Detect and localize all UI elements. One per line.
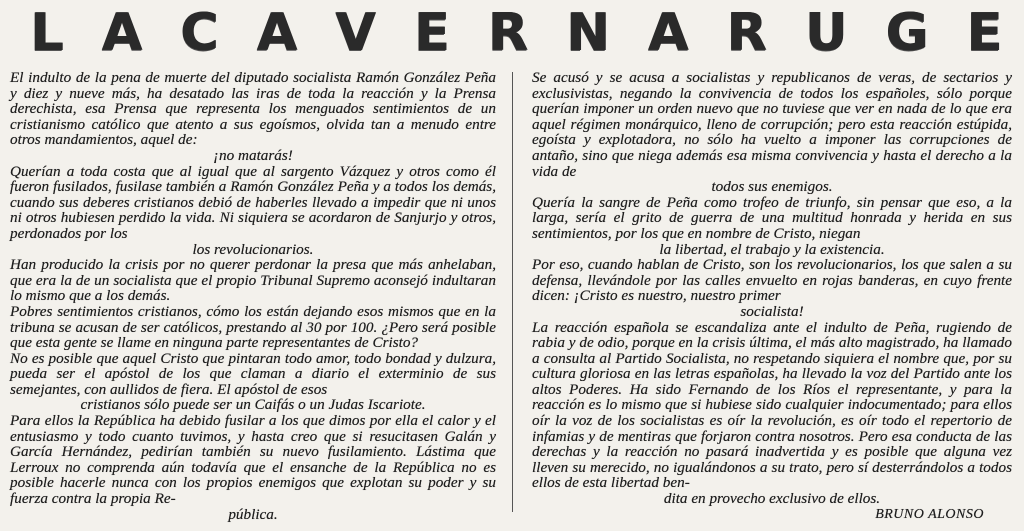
right-column <box>532 70 1012 522</box>
paragraph: Han producido la crisis por no querer perdonar la presa que más anhelaban, que era la de un socialista que el propio Tribunal Supremo aconsejó indultaran lo mismo que a los demás. <box>10 256 496 305</box>
author-signature: BRUNO ALONSO <box>875 506 984 522</box>
paragraph: pública. <box>228 505 278 523</box>
left-column <box>10 70 496 522</box>
paragraph: la libertad, el trabajo y la existencia. <box>659 240 885 258</box>
headline-letter: E <box>413 3 450 63</box>
paragraph: dita en provecho exclusivo de ellos. <box>663 490 881 508</box>
paragraph: socialista! <box>740 302 804 320</box>
headline-letter: U <box>804 3 847 63</box>
paragraph: Querían a toda costa que al igual que al sargento Vázquez y otros como él fueron fusilados, fusilase también a Ramón González Peña y a todos los demás, cuando sus deberes cristianos debió de haberles llevado a impedir que ni unos ni otros hubiesen perdido la vida. Ni siquiera se acordaron de Sanjurjo y otros, perdonados por los <box>10 162 496 242</box>
headline-letter: R <box>487 3 528 63</box>
headline-letter: L <box>30 3 64 63</box>
headline-letter: V <box>335 3 376 63</box>
paragraph: Para ellos la República ha debido fusilar a los que dimos por ella el calor y el entusiasmo y todo cuanto tuvimos, y hasta creo que si resucitasen Galán y García Hernández, pedirían también su nuevo fusilamiento. Lástima que Lerroux no comprenda aún todavía que el ensanche de la República no es posible hacerle nunca con los propios enemigos que explotan su poder y su fuerza contra la propia Re- <box>10 412 496 508</box>
headline-letter: C <box>180 3 219 63</box>
paragraph: El indulto de la pena de muerte del diputado socialista Ramón González Peña y diez y nueve más, ha desatado las iras de toda la reacción y la Prensa derechista, esa Prensa que representa los menguados sentimientos de un cristianismo católico que atento a sus egoísmos, olvida tan a menudo entre otros mandamientos, aquel de: <box>10 69 496 149</box>
headline-letter: E <box>966 3 1002 63</box>
headline-letter: A <box>256 3 297 63</box>
headline-letter: N <box>565 3 610 63</box>
headline <box>0 2 1024 64</box>
headline-letter: A <box>101 3 142 63</box>
paragraph: los revolucionarios. <box>192 240 314 258</box>
paragraph: Por eso, cuando hablan de Cristo, son los revolucionarios, los que salen a su defensa, llevándole por las calles envuelto en rojas banderas, en cuyo frente dicen: ¡Cristo es nuestro, nuestro primer <box>532 256 1012 305</box>
paragraph: La reacción española se escandaliza ante el indulto de Peña, rugiendo de rabia y de odio, porque en la crisis última, el más alto magistrado, ha llamado a consulta al Partido Socialista, no respetando siquiera el nombre que, por su cultura gloriosa en las letras españolas, ha llevado la voz del Partido ante los altos Poderes. Ha sido Fernando de los Ríos el representante, y para la reacción es lo mismo que si hubiese sido cualquier indocumentado; para ellos oír la voz de los socialistas es oír la revolución, es oír todo el repertorio de infamias y de mentiras que forjaron contra nosotros. Pero esa conducta de las derechas y la reacción no pasará inadvertida y es posible que alguna vez lleven su merecido, no igualándonos a su trato, pero sí desterrándolos a todos ellos de esta libertad ben- <box>532 318 1012 492</box>
paragraph: Pobres sentimientos cristianos, cómo los están dejando esos mismos que en la tribuna se acusan de ser católicos, prestando al 30 por 100. ¿Pero será posible que esta gente se llame en ninguna parte representantes de Cristo? <box>10 302 496 352</box>
paragraph: todos sus enemigos. <box>711 178 833 196</box>
column-divider <box>512 72 513 512</box>
paragraph: No es posible que aquel Cristo que pintaran todo amor, todo bondad y dulzura, pueda ser el apóstol de los que claman a diario el exterminio de sus semejantes, con aullidos de fiera. El apóstol de esos <box>10 349 496 398</box>
headline-letter: A <box>647 3 689 63</box>
headline-letter: R <box>726 3 767 63</box>
paragraph: cristianos sólo puede ser un Caifás o un Judas Iscariote. <box>80 396 426 414</box>
paragraph: Quería la sangre de Peña como trofeo de triunfo, sin pensar que eso, a la larga, sería el grito de guerra de una multitud honrada y herida en sus sentimientos, por los que en nombre de Cristo, niegan <box>532 193 1012 242</box>
paragraph: ¡no matarás! <box>213 146 293 164</box>
paragraph: Se acusó y se acusa a socialistas y republicanos de veras, de sectarios y exclusivistas, negando la convivencia de todos los españoles, sólo porque querían imponer un orden nuevo que no tuviese que ver en nada de lo que era aquel régimen monárquico, lleno de corrupción; pero esta reacción estúpida, egoísta y explotadora, no sólo ha vuelto a imponer las corrupciones de antaño, sino que niega además esa misma convivencia y hasta el derecho a la vida de <box>532 69 1012 180</box>
headline-letter: G <box>885 3 928 63</box>
